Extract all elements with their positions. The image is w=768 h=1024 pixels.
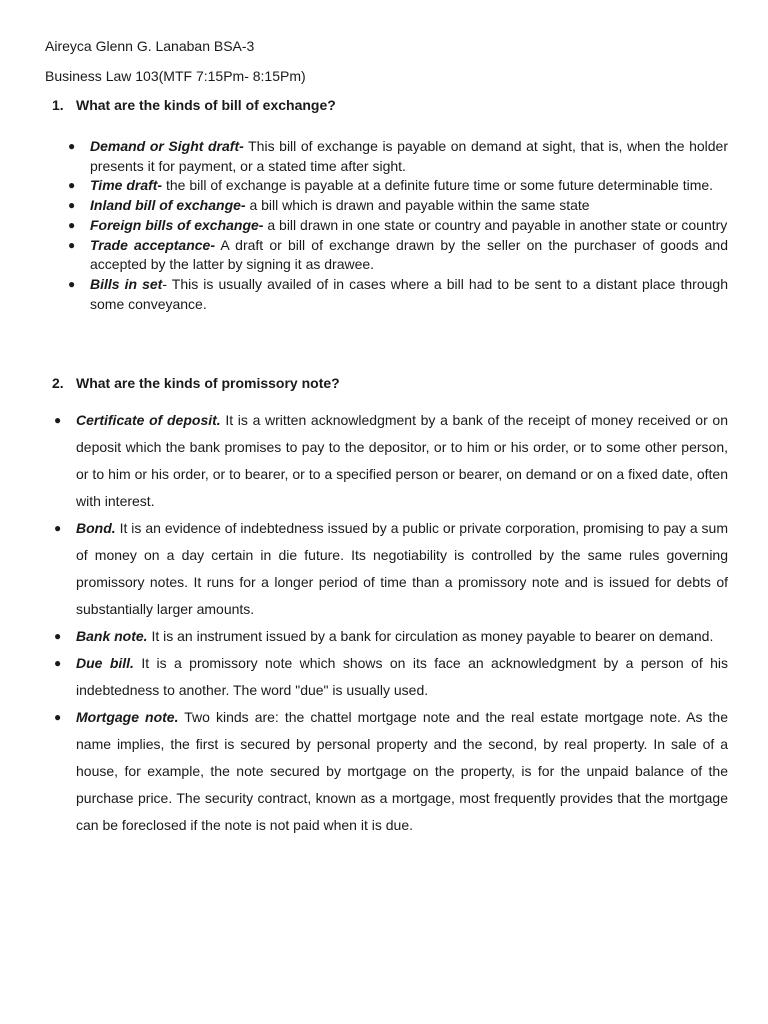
question-1-text: What are the kinds of bill of exchange? bbox=[76, 97, 336, 113]
item-term: Time draft- bbox=[90, 177, 163, 194]
item-term: Mortgage note. bbox=[76, 709, 179, 725]
bullet-icon: ● bbox=[68, 178, 76, 193]
item-text: a bill which is drawn and payable within the same state bbox=[245, 197, 590, 214]
list-item bbox=[54, 704, 728, 839]
item-term: Bond. bbox=[76, 520, 116, 536]
list-item bbox=[54, 515, 728, 623]
bullet-icon: ● bbox=[68, 198, 76, 213]
item-text: a bill drawn in one state or country and payable in another state or country bbox=[263, 216, 728, 233]
item-text: This bill of exchange is payable on demand at sight, that is, when the holder presents it for payment, or a stated time after sight. bbox=[90, 138, 729, 174]
item-term: Due bill. bbox=[76, 655, 134, 671]
bullet-icon: ● bbox=[54, 521, 62, 535]
list-item bbox=[54, 407, 728, 515]
bullet-icon: ● bbox=[68, 237, 76, 252]
item-term: Trade acceptance- bbox=[90, 236, 215, 253]
list-item bbox=[68, 196, 728, 216]
item-term: Demand or Sight draft- bbox=[90, 138, 244, 154]
bullet-icon: ● bbox=[68, 276, 76, 291]
bullet-icon: ● bbox=[54, 710, 62, 724]
question-2-text: What are the kinds of promissory note? bbox=[76, 375, 340, 391]
list-item bbox=[68, 216, 728, 236]
item-text: - This is usually availed of in cases where a bill had to be sent to a distant place through some conveyance. bbox=[90, 275, 728, 312]
bullet-icon: ● bbox=[54, 656, 62, 670]
question-2-number: 2. bbox=[52, 375, 64, 391]
list-item bbox=[68, 275, 728, 314]
question-2-heading bbox=[52, 374, 340, 392]
item-text: It is a written acknowledgment by a bank of the receipt of money received or on deposit which the bank promises to pay to the depositor, or to him or his order, or to some other person, or to him or his order, or to bearer, or to a specified person or bearer, on demand or on a fixed date, often with interest. bbox=[76, 412, 728, 509]
item-term: Foreign bills of exchange- bbox=[90, 216, 264, 233]
item-text: It is an evidence of indebtedness issued by a public or private corporation, promising to pay a sum of money on a day certain in die future. Its negotiability is controlled by the same rules governing promissory notes. It runs for a longer period of time than a promissory note and is issued for debts of substantially larger amounts. bbox=[76, 520, 728, 617]
item-text: Two kinds are: the chattel mortgage note and the real estate mortgage note. As the name implies, the first is secured by personal property and the second, by real property. In sale of a house, for example, the note secured by mortgage on the property, is for the unpaid balance of the purchase price. The security contract, known as a mortgage, most frequently provides that the mortgage can be foreclosed if the note is not paid when it is due. bbox=[76, 709, 728, 833]
item-text: It is an instrument issued by a bank for circulation as money payable to bearer on demand. bbox=[147, 628, 714, 644]
list-item bbox=[54, 623, 728, 650]
bullet-icon: ● bbox=[54, 413, 62, 427]
item-term: Bank note. bbox=[76, 628, 148, 644]
item-text: the bill of exchange is payable at a definite future time or some future determinable time. bbox=[162, 177, 714, 194]
promissory-note-list bbox=[54, 407, 728, 839]
item-term: Inland bill of exchange- bbox=[90, 197, 246, 214]
list-item bbox=[68, 236, 728, 275]
item-term: Bills in set bbox=[90, 275, 163, 292]
list-item bbox=[68, 137, 728, 176]
author-line: Aireyca Glenn G. Lanaban BSA-3 bbox=[45, 38, 255, 54]
question-1-heading bbox=[52, 96, 336, 114]
bullet-icon: ● bbox=[68, 217, 76, 232]
question-1-number: 1. bbox=[52, 97, 64, 113]
list-item bbox=[54, 650, 728, 704]
bullet-icon: ● bbox=[68, 139, 76, 153]
item-text: It is a promissory note which shows on its face an acknowledgment by a person of his indebtedness to another. The word "due" is usually used. bbox=[76, 655, 728, 698]
course-line: Business Law 103(MTF 7:15Pm- 8:15Pm) bbox=[45, 68, 306, 84]
bill-of-exchange-list bbox=[68, 137, 728, 314]
item-term: Certificate of deposit. bbox=[76, 412, 221, 428]
item-text: A draft or bill of exchange drawn by the seller on the purchaser of goods and accepted by the latter by signing it as drawee. bbox=[90, 236, 728, 273]
bullet-icon: ● bbox=[54, 629, 62, 643]
list-item bbox=[68, 176, 728, 196]
